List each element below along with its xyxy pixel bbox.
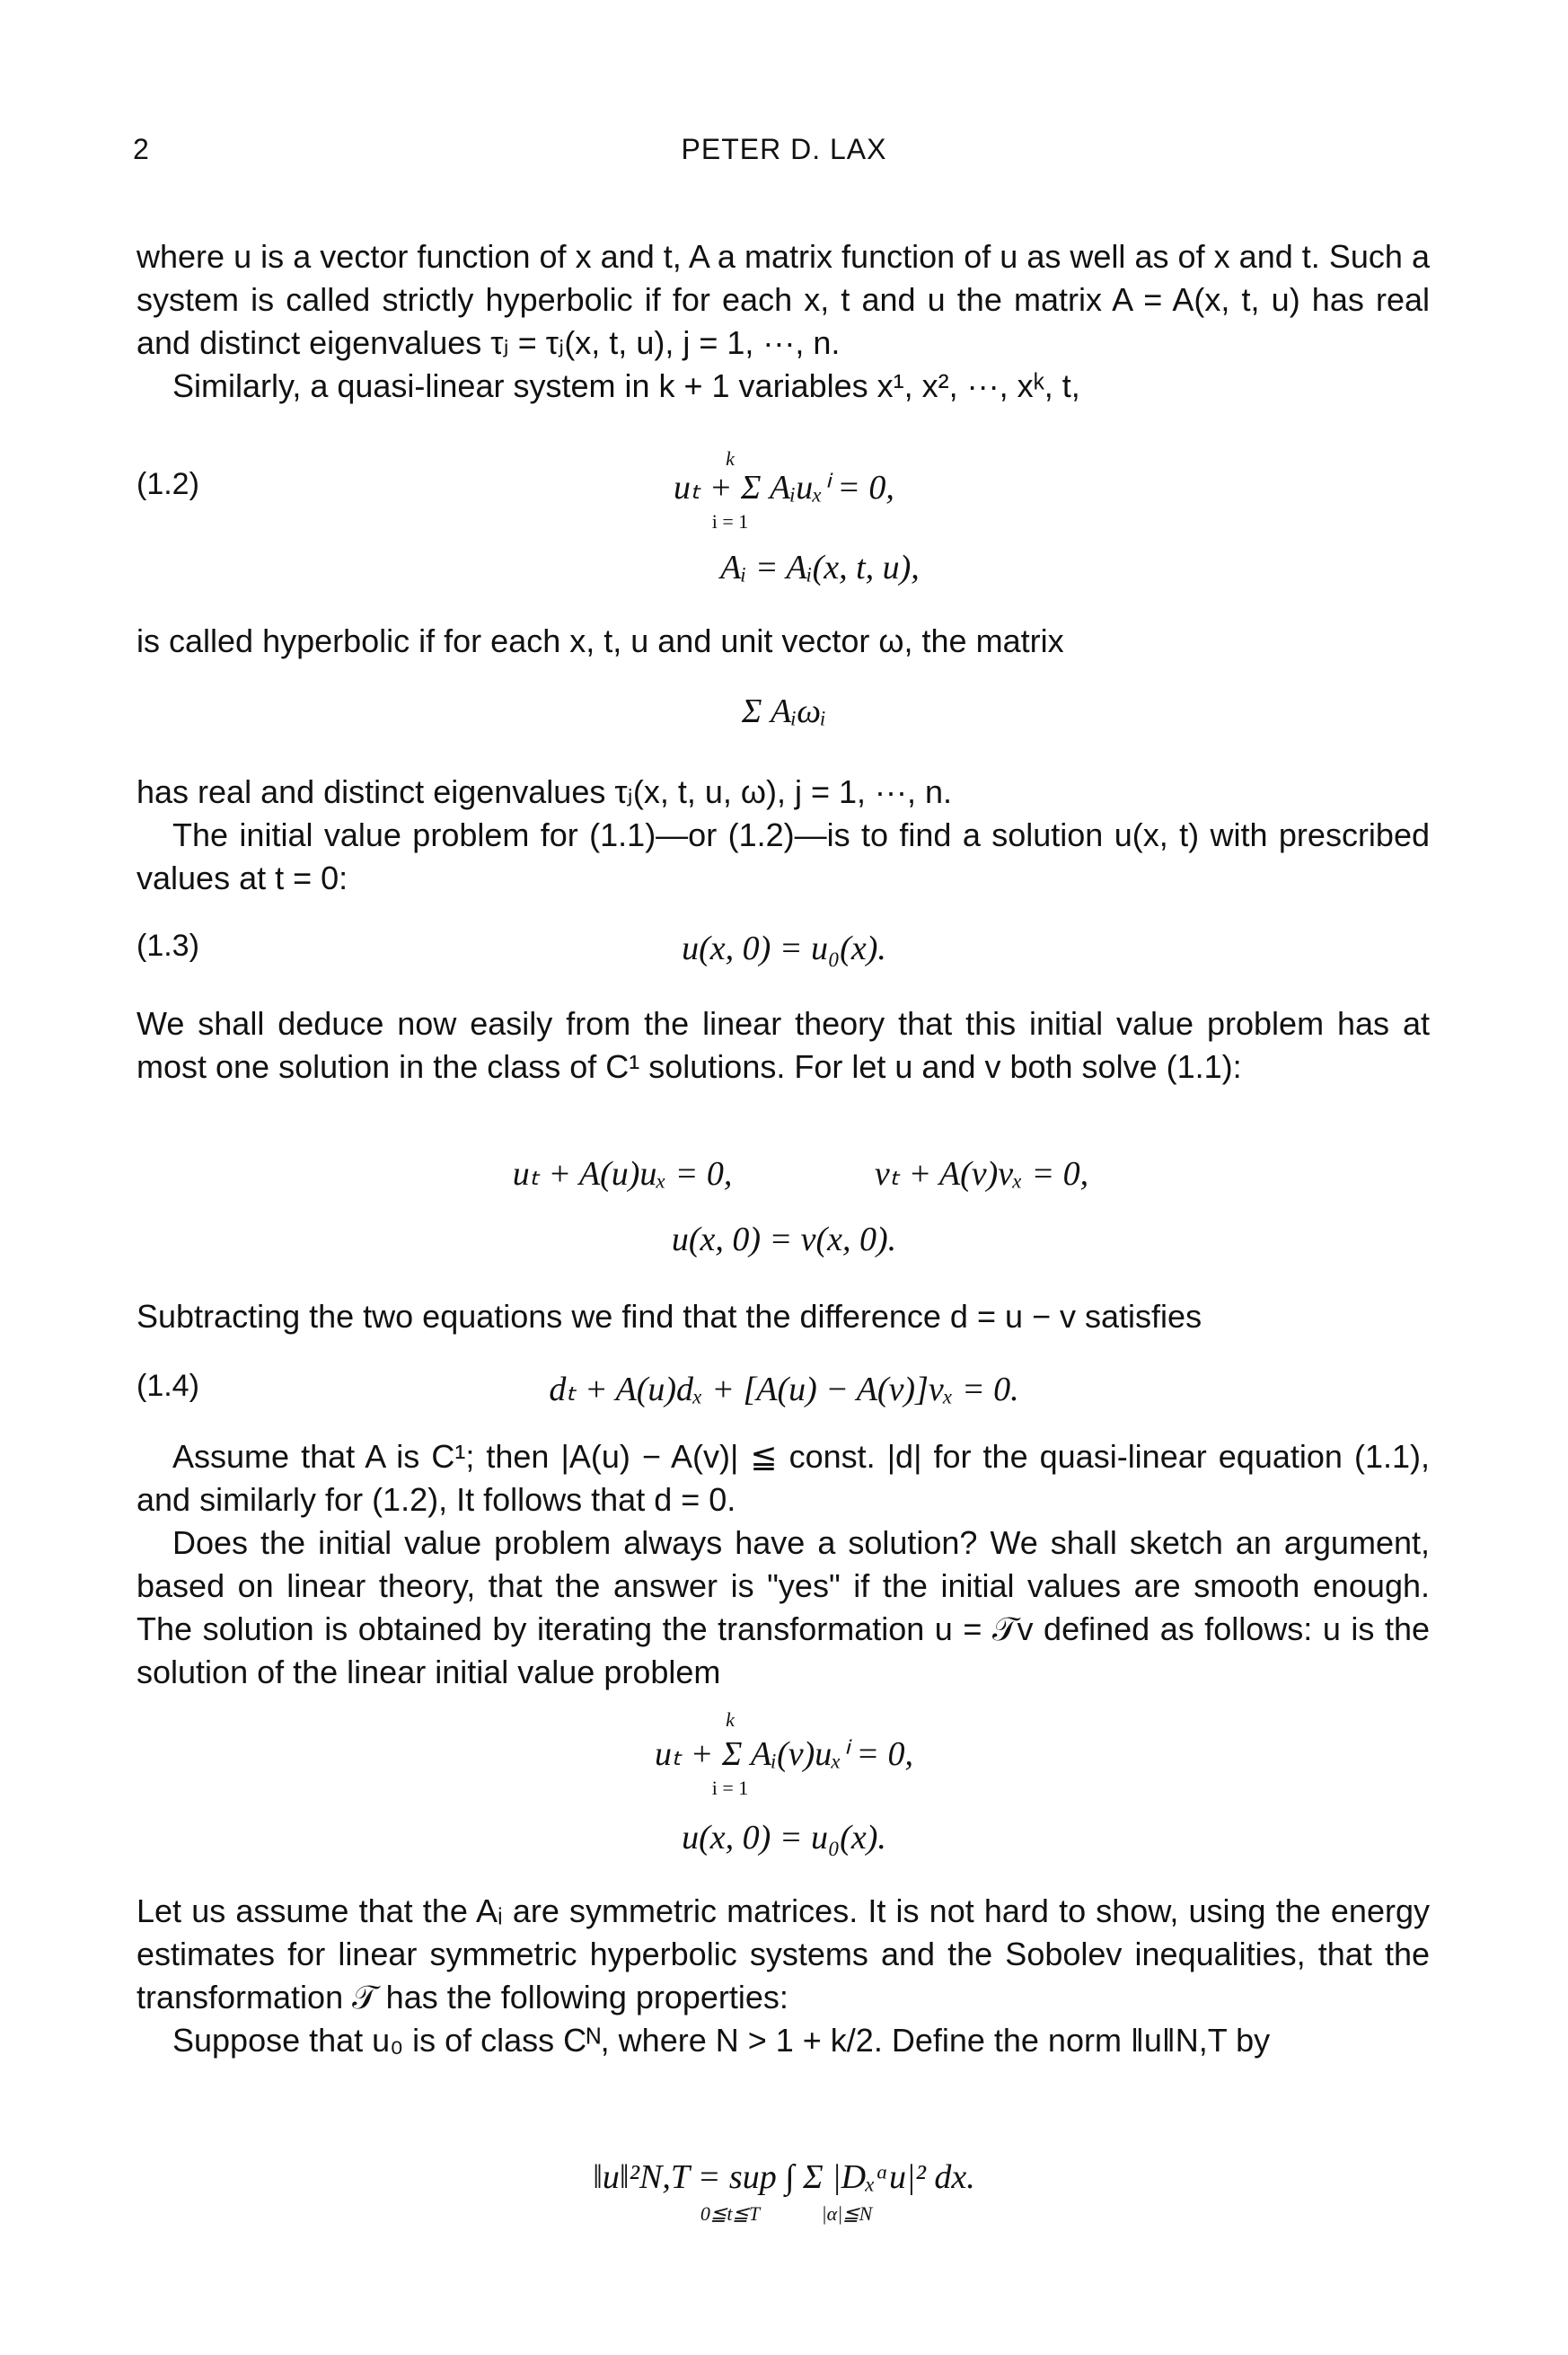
running-head-author: PETER D. LAX [681,133,887,165]
paragraph-text: Let us assume that the Aᵢ are symmetric matrices. It is not hard to show, using the energy estimates for linear symmetric hyperbolic systems and the Sobolev inequalities, that the transformation 𝒯 has the following properties: [137,1892,1430,2015]
paragraph [137,235,1430,365]
equation-label: (1.2) [137,467,199,501]
paragraph [137,365,1430,408]
sum-upper-limit-row [0,447,1568,474]
paragraph-text: The initial value problem for (1.1)—or (1.2)—is to find a solution u(x, t) with prescribed values at t = 0: [137,816,1430,896]
paragraph-text: Similarly, a quasi-linear system in k + 1 variables x¹, x², ···, xᵏ, t, [172,367,1080,404]
equation-1-4 [0,1369,1568,1423]
sum-subscript: |α|≦N [821,2202,873,2225]
equation-label: (1.4) [137,1369,199,1403]
paragraph-text: Assume that A is C¹; then |A(u) − A(v)| ≦ const. |d| for the quasi-linear equation (1.1), and similarly for (1.2), It follows that d = 0. [137,1438,1430,1518]
page-number: 2 [133,133,149,165]
equation-text: uₜ + A(u)uₓ = 0, [512,1155,733,1193]
equation-text: u(x, 0) = u₀(x). [682,930,886,967]
sum-lower-limit: i = 1 [711,510,749,533]
equation-iteration-line-2 [0,1818,1568,1872]
norm-limits-row [0,2202,1568,2229]
paragraph [137,1435,1430,1694]
sum-upper-limit-row [0,1708,1568,1735]
sup-subscript: 0≦t≦T [700,2202,761,2225]
paragraph-text: where u is a vector function of x and t, A a matrix function of u as well as of x and t. Such a system is called strictly hyperbolic if for each x, t and u the matrix A = A(x, t, u) has real and distinct eigenvalues τⱼ = τⱼ(x, t, u), j = 1, ···, n. [137,238,1430,361]
paragraph [137,620,1430,663]
paragraph-text: We shall deduce now easily from the linear theory that this initial value problem has at most one solution in the class of C¹ solutions. For let u and v both solve (1.1): [137,1005,1430,1085]
equation-uniqueness-line-2 [0,1220,1568,1274]
sum-upper-limit: k [726,1708,735,1731]
equation-matrix-sum [0,692,1568,745]
sum-lower-limit: i = 1 [711,1777,749,1799]
sum-lower-limit-row [0,1777,1568,1804]
sum-upper-limit: k [726,447,735,470]
equation-text: uₜ + Σ Aᵢ(v)uₓⁱ = 0, [654,1735,914,1773]
equation-1-2-second-line [0,548,1568,602]
equation-text: vₜ + A(v)vₓ = 0, [874,1155,1089,1193]
paragraph [137,1890,1430,2062]
equation-text: u(x, 0) = u₀(x). [682,1819,886,1857]
page-header [0,133,1568,176]
paragraph [137,771,1430,900]
paragraph-text: Suppose that u₀ is of class Cᴺ, where N > 1 + k/2. Define the norm ‖u‖N,T by [172,2022,1271,2059]
paragraph-text: Does the initial value problem always have a solution? We shall sketch an argument, based on linear theory, that the answer is "yes" if the initial values are smooth enough. The solution is obtained by iterating the transformation u = 𝒯v defined as follows: u is the solution of the linear initial value problem [137,1524,1430,1690]
paragraph-text: is called hyperbolic if for each x, t, u and unit vector ω, the matrix [137,622,1064,659]
equation-text: ‖u‖²N,T = sup ∫ Σ |Dₓᵅu|² dx. [593,2158,975,2196]
equation-text: Aᵢ = Aᵢ(x, t, u), [720,549,920,587]
paragraph-text: Subtracting the two equations we find that the difference d = u − v satisfies [137,1298,1202,1335]
paragraph [137,1002,1430,1089]
equation-text: uₜ + Σ Aᵢuₓⁱ = 0, [674,469,894,507]
equation-text: dₜ + A(u)dₓ + [A(u) − A(v)]vₓ = 0. [549,1371,1019,1408]
paragraph-text: has real and distinct eigenvalues τⱼ(x, t, u, ω), j = 1, ···, n. [137,773,953,810]
equation-text: Σ Aᵢωᵢ [741,692,827,730]
equation-1-3 [0,929,1568,983]
equation-label: (1.3) [137,929,199,963]
equation-text: u(x, 0) = v(x, 0). [671,1221,897,1258]
sum-lower-limit-row [0,510,1568,537]
paragraph [137,1295,1430,1338]
equation-uniqueness-line-1 [0,1153,1568,1207]
